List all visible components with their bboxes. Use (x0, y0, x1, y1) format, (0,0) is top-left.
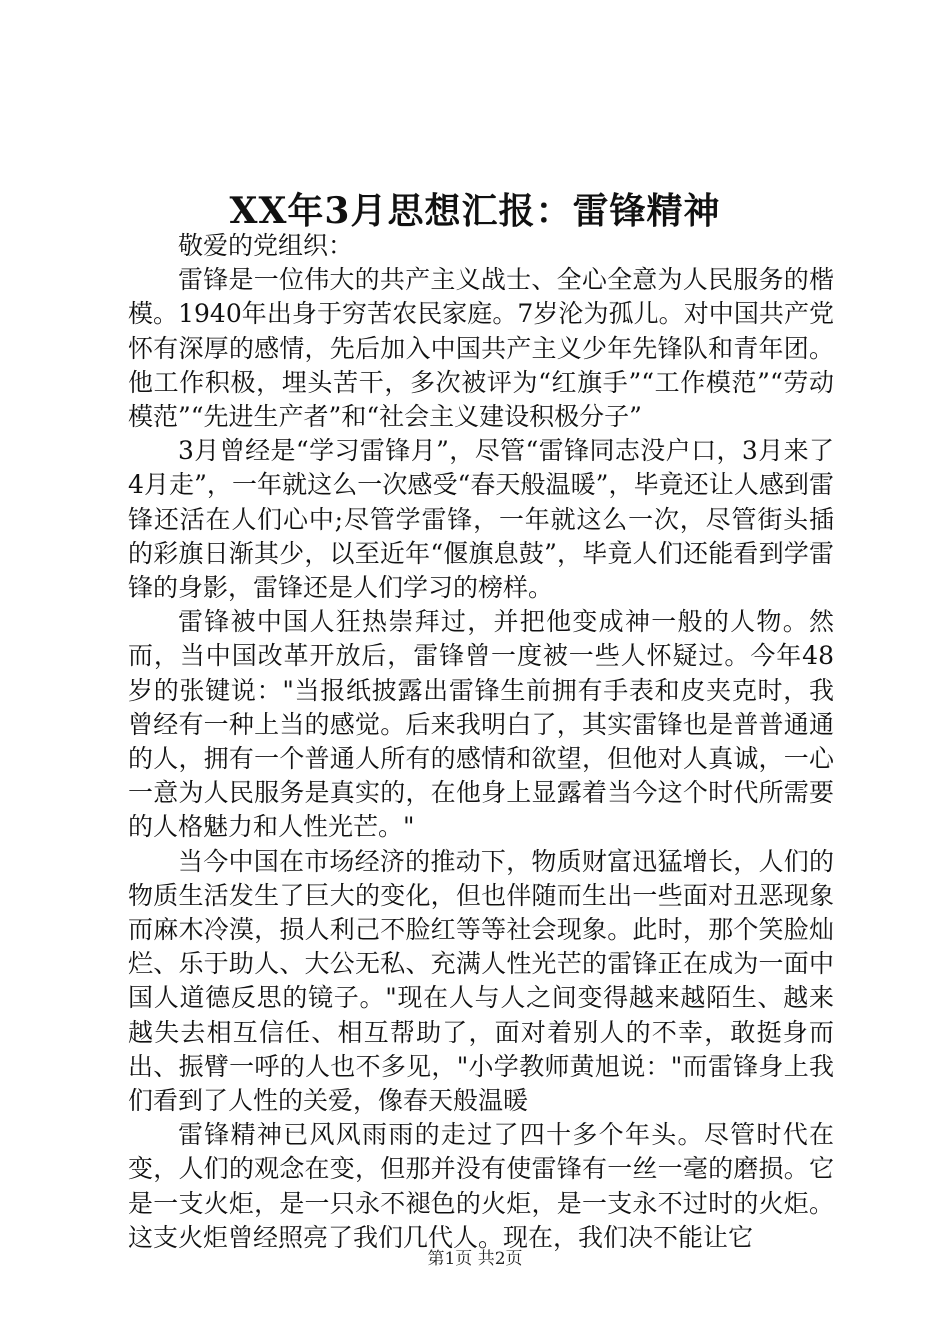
document-body (128, 229, 834, 1255)
paragraph-4: 当今中国在市场经济的推动下，物质财富迅猛增长，人们的物质生活发生了巨大的变化，但也伴随而生出一些面对丑恶现象而麻木冷漠，损人利己不脸红等等社会现象。此时，那个笑脸灿烂、乐于助人、大公无私、充满人性光芒的雷锋正在成为一面中国人道德反思的镜子。"现在人与人之间变得越来越陌生、越来越失去相互信任、相互帮助了，面对着别人的不幸，敢挺身而出、振臂一呼的人也不多见，"小学教师黄旭说："而雷锋身上我们看到了人性的关爱，像春天般温暖 (128, 846, 834, 1116)
document-title: XX年3月思想汇报：雷锋精神 (229, 190, 721, 232)
paragraph-5: 雷锋精神已风风雨雨的走过了四十多个年头。尽管时代在变，人们的观念在变，但那并没有使雷锋有一丝一毫的磨损。它是一支火炬，是一只永不褪色的火炬，是一支永不过时的火炬。这支火炬曾经照亮了我们几代人。现在，我们决不能让它 (128, 1120, 834, 1252)
paragraph-3: 雷锋被中国人狂热崇拜过，并把他变成神一般的人物。然而，当中国改革开放后，雷锋曾一度被一些人怀疑过。今年48岁的张键说："当报纸披露出雷锋生前拥有手表和皮夹克时，我曾经有一种上当的感觉。后来我明白了，其实雷锋也是普普通通的人，拥有一个普通人所有的感情和欲望，但他对人真诚，一心一意为人民服务是真实的，在他身上显露着当今这个时代所需要的人格魅力和人性光芒。" (128, 607, 834, 842)
paragraph-1: 雷锋是一位伟大的共产主义战士、全心全意为人民服务的楷模。1940年出身于穷苦农民家庭。7岁沦为孤儿。对中国共产党怀有深厚的感情，先后加入中国共产主义少年先锋队和青年团。他工作积极，埋头苦干，多次被评为“红旗手”“工作模范”“劳动模范”“先进生产者”和“社会主义建设积极分子” (128, 265, 834, 432)
salutation: 敬爱的党组织： (178, 231, 354, 260)
paragraph-2: 3月曾经是“学习雷锋月”，尽管“雷锋同志没户口，3月来了4月走”，一年就这么一次感受“春天般温暖”，毕竟还让人感到雷锋还活在人们心中;尽管学雷锋，一年就这么一次，尽管街头插的彩旗日渐其少，以至近年“偃旗息鼓”，毕竟人们还能看到学雷锋的身影，雷锋还是人们学习的榜样。 (128, 436, 834, 603)
page-footer: 第1页 共2页 (427, 1249, 523, 1269)
